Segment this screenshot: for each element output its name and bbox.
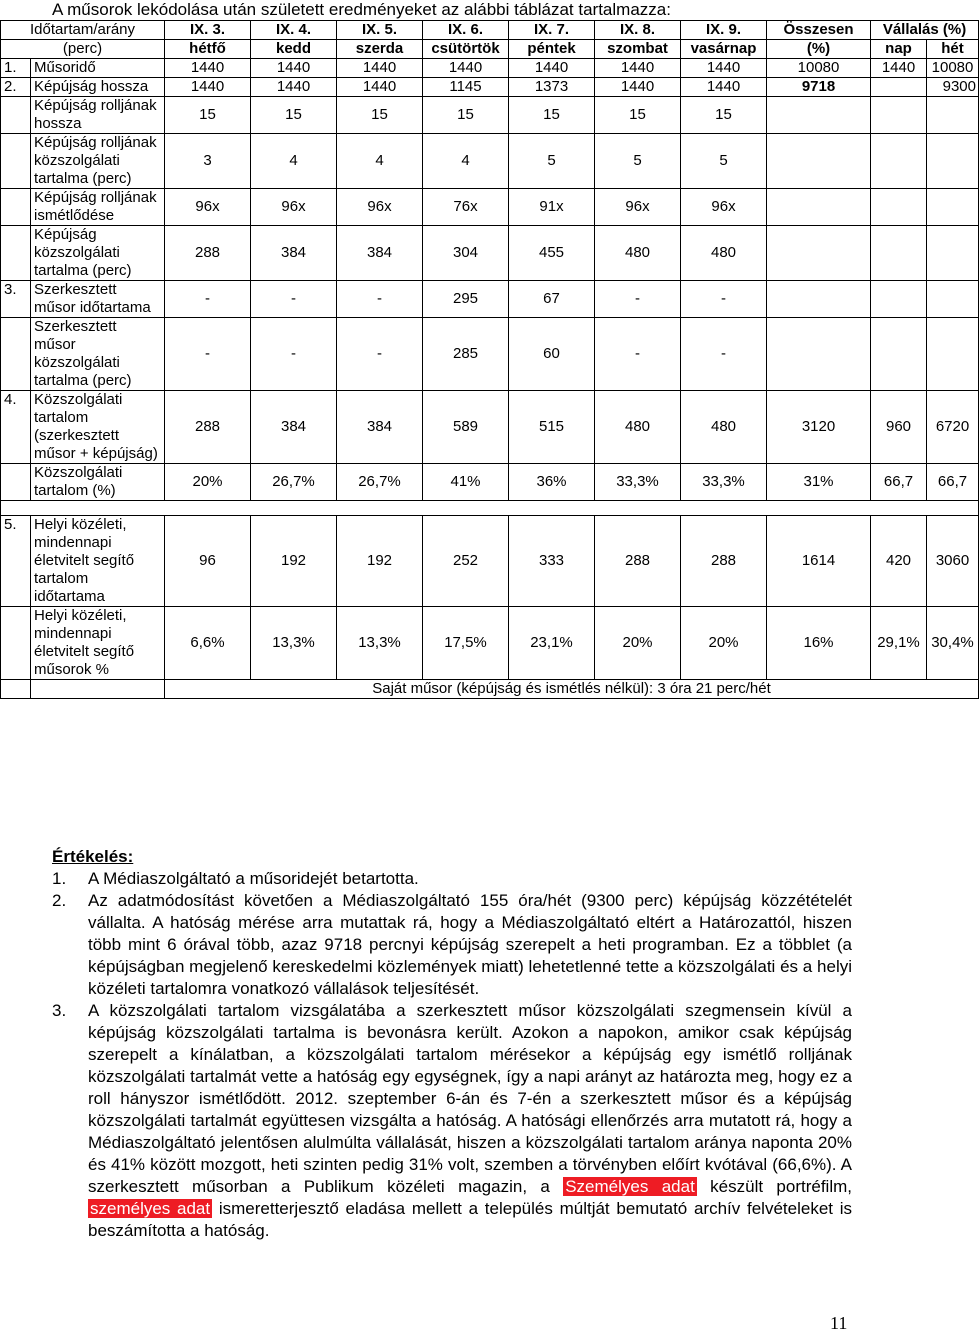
- row-number: [1, 226, 31, 281]
- item-number: 2.: [52, 891, 67, 910]
- table-cell: 384: [337, 226, 423, 281]
- column-header: péntek: [509, 40, 595, 59]
- table-footnote-row: [1, 680, 979, 699]
- table-cell: 15: [595, 97, 681, 134]
- table-cell: 1440: [871, 59, 927, 78]
- table-row: [1, 134, 979, 189]
- table-cell: 5: [681, 134, 767, 189]
- table-cell: 76x: [423, 189, 509, 226]
- table-cell: 30,4%: [927, 607, 979, 680]
- table-cell: 16%: [767, 607, 871, 680]
- page-number: 11: [830, 1313, 848, 1333]
- table-cell: 1373: [509, 78, 595, 97]
- table-cell: 384: [251, 226, 337, 281]
- table-cell: [871, 189, 927, 226]
- row-number: 5.: [1, 516, 31, 607]
- table-cell: 15: [509, 97, 595, 134]
- table-cell: 1440: [509, 59, 595, 78]
- table-cell: 20%: [681, 607, 767, 680]
- table-cell: 252: [423, 516, 509, 607]
- column-header: Időtartam/arány: [1, 21, 165, 40]
- table-cell: [871, 226, 927, 281]
- row-number: 4.: [1, 391, 31, 464]
- intro-text: A műsorok lekódolása után született eredményeket az alábbi táblázat tartalmazza:: [52, 0, 671, 19]
- table-cell: [767, 97, 871, 134]
- table-cell: [767, 189, 871, 226]
- table-cell: 3: [165, 134, 251, 189]
- row-number: [1, 189, 31, 226]
- item-text: A Médiaszolgáltató a műsoridejét betartotta.: [88, 869, 419, 888]
- table-cell: 29,1%: [871, 607, 927, 680]
- table-cell: [871, 318, 927, 391]
- table-cell: 96x: [681, 189, 767, 226]
- column-header: IX. 3.: [165, 21, 251, 40]
- table-cell: 9300: [927, 78, 979, 97]
- row-label: Helyi közéleti, mindennapi életvitelt segítő műsorok %: [31, 607, 165, 680]
- table-cell: 31%: [767, 464, 871, 501]
- table-cell: 6,6%: [165, 607, 251, 680]
- column-header: (%): [767, 40, 871, 59]
- table-cell: [871, 134, 927, 189]
- table-row: [1, 318, 979, 391]
- table-cell: 20%: [165, 464, 251, 501]
- table-cell: 36%: [509, 464, 595, 501]
- table-cell: [871, 78, 927, 97]
- table-cell: -: [681, 318, 767, 391]
- column-header: hét: [927, 40, 979, 59]
- row-number: 2.: [1, 78, 31, 97]
- table-cell: 10080: [767, 59, 871, 78]
- item-text: A közszolgálati tartalom vizsgálatába a szerkesztett műsor közszolgálati szegmensein kívül a képújság közszolgálati tartalma is bevonásra került. Azokon a napokon, amikor csak képújság szerepelt a kínálatban, a közszolgálati tartalom mérésekor a képújság egy ismétlő rolljának közszolgálati tartalmát vette a hatóság egy egységnek, így a napi arányt az határozta meg, hogy ez a roll hányszor ismétlődött. 2012. szeptember 6-án és 7-én a szerkesztett műsor és a képújság közszolgálati tartalmát együttesen vizsgálta a hatóság. A hatósági ellenőrzés arra mutatott rá, hogy a Médiaszolgáltató jelentősen alulmúlta vállalását, hiszen a közszolgálati tartalom aránya naponta 20% és 41% között mozgott, heti szinten pedig 31% volt, szemben a törvényben előírt kvótával (66,6%). A szerkesztett műsorban a Publikum közéleti magazin, a: [88, 1001, 852, 1196]
- table-cell: 15: [165, 97, 251, 134]
- row-label: Képújság rolljának hossza: [31, 97, 165, 134]
- table-header-row: [1, 40, 979, 59]
- row-number: [1, 464, 31, 501]
- table-cell: 480: [681, 226, 767, 281]
- table-cell: [1, 680, 31, 699]
- table-cell: -: [165, 318, 251, 391]
- column-header: nap: [871, 40, 927, 59]
- table-cell: 288: [165, 391, 251, 464]
- table-cell: 333: [509, 516, 595, 607]
- table-cell: 20%: [595, 607, 681, 680]
- table-cell: 1440: [423, 59, 509, 78]
- table-cell: 9718: [767, 78, 871, 97]
- table-row: [1, 391, 979, 464]
- redacted-personal-data: személyes adat: [90, 1199, 211, 1218]
- table-cell: [31, 680, 165, 699]
- column-header: IX. 5.: [337, 21, 423, 40]
- table-cell: 15: [251, 97, 337, 134]
- table-cell: -: [595, 318, 681, 391]
- column-header: vasárnap: [681, 40, 767, 59]
- table-cell: 192: [337, 516, 423, 607]
- row-label: Szerkesztett műsor közszolgálati tartalma (perc): [31, 318, 165, 391]
- table-cell: 96: [165, 516, 251, 607]
- column-header: (perc): [1, 40, 165, 59]
- table-cell: 96x: [251, 189, 337, 226]
- table-cell: 1440: [251, 59, 337, 78]
- row-label: Műsoridő: [31, 59, 165, 78]
- table-cell: -: [681, 281, 767, 318]
- row-number: 3.: [1, 281, 31, 318]
- table-cell: 67: [509, 281, 595, 318]
- table-cell: 96x: [595, 189, 681, 226]
- table-cell: 13,3%: [251, 607, 337, 680]
- table-cell: 384: [251, 391, 337, 464]
- item-text: készült portréfilm,: [696, 1177, 852, 1196]
- table-cell: 5: [595, 134, 681, 189]
- table-cell: 455: [509, 226, 595, 281]
- table-cell: 33,3%: [595, 464, 681, 501]
- table-cell: [767, 134, 871, 189]
- column-header: kedd: [251, 40, 337, 59]
- table-cell: 4: [423, 134, 509, 189]
- evaluation-title: Értékelés:: [52, 847, 134, 866]
- table-cell: 10080: [927, 59, 979, 78]
- row-label: Közszolgálati tartalom (szerkesztett műsor + képújság): [31, 391, 165, 464]
- table-cell: 480: [681, 391, 767, 464]
- table-cell: 96x: [165, 189, 251, 226]
- table-cell: 15: [681, 97, 767, 134]
- table-cell: 1440: [681, 78, 767, 97]
- table-cell: 23,1%: [509, 607, 595, 680]
- table-cell: 1440: [165, 59, 251, 78]
- table-cell: [927, 134, 979, 189]
- table-cell: [767, 318, 871, 391]
- table-cell: 1145: [423, 78, 509, 97]
- table-cell: 1440: [251, 78, 337, 97]
- column-header: szombat: [595, 40, 681, 59]
- table-header-row: [1, 21, 979, 40]
- table-row: [1, 464, 979, 501]
- table-cell: 1440: [337, 59, 423, 78]
- table-cell: 192: [251, 516, 337, 607]
- row-label: Képújság rolljának közszolgálati tartalma (perc): [31, 134, 165, 189]
- table-cell: 26,7%: [251, 464, 337, 501]
- table-cell: 3060: [927, 516, 979, 607]
- table-cell: [871, 97, 927, 134]
- column-header: IX. 6.: [423, 21, 509, 40]
- column-header: hétfő: [165, 40, 251, 59]
- row-label: Közszolgálati tartalom (%): [31, 464, 165, 501]
- table-cell: [927, 189, 979, 226]
- row-label: Szerkesztett műsor időtartama: [31, 281, 165, 318]
- table-row: [1, 516, 979, 607]
- table-cell: 1614: [767, 516, 871, 607]
- table-cell: 288: [681, 516, 767, 607]
- evaluation-item-1: [52, 868, 852, 890]
- table-cell: 589: [423, 391, 509, 464]
- evaluation-item-3: [52, 1000, 852, 1242]
- table-cell: 304: [423, 226, 509, 281]
- row-number: [1, 318, 31, 391]
- table-spacer-row: [1, 501, 979, 516]
- table-cell: 26,7%: [337, 464, 423, 501]
- table-cell: 4: [251, 134, 337, 189]
- table-cell: 96x: [337, 189, 423, 226]
- table-cell: 66,7: [871, 464, 927, 501]
- results-table: [0, 20, 979, 699]
- table-cell: 960: [871, 391, 927, 464]
- table-row: [1, 78, 979, 97]
- table-cell: 3120: [767, 391, 871, 464]
- table-row: [1, 189, 979, 226]
- row-label: Helyi közéleti, mindennapi életvitelt segítő tartalom időtartama: [31, 516, 165, 607]
- table-cell: -: [251, 318, 337, 391]
- table-cell: 295: [423, 281, 509, 318]
- row-label: Képújság rolljának ismétlődése: [31, 189, 165, 226]
- table-cell: 288: [165, 226, 251, 281]
- table-cell: [871, 281, 927, 318]
- item-number: 1.: [52, 869, 67, 888]
- table-cell: 1440: [595, 59, 681, 78]
- table-cell: [767, 226, 871, 281]
- table-cell: 5: [509, 134, 595, 189]
- table-cell: 91x: [509, 189, 595, 226]
- row-label: Képújság közszolgálati tartalma (perc): [31, 226, 165, 281]
- column-header: IX. 8.: [595, 21, 681, 40]
- item-text: Az adatmódosítást követően a Médiaszolgáltató 155 óra/hét (9300 perc) képújság közzétételét vállalta. A hatóság mérése arra mutattak rá, hogy a Médiaszolgáltató eltért a Határozattól, hiszen több mint 6 órával több, azaz 9718 percnyi képújság szerepelt a heti programban. Ez a többlet (a képújságban megjelenő kereskedelmi közlemények miatt) lehetetlenné tette a közszolgálati és a helyi közéleti tartalomra vonatkozó vállalások teljesítését.: [88, 891, 852, 998]
- table-cell: 480: [595, 226, 681, 281]
- table-cell: 1440: [595, 78, 681, 97]
- redacted-personal-data: Személyes adat: [565, 1177, 695, 1196]
- row-label: Képújság hossza: [31, 78, 165, 97]
- table-cell: 384: [337, 391, 423, 464]
- table-row: [1, 59, 979, 78]
- row-number: [1, 97, 31, 134]
- row-number: [1, 134, 31, 189]
- item-number: 3.: [52, 1001, 67, 1020]
- spacer-cell: [1, 501, 979, 516]
- table-cell: 515: [509, 391, 595, 464]
- table-cell: 15: [337, 97, 423, 134]
- table-cell: 1440: [337, 78, 423, 97]
- table-cell: 480: [595, 391, 681, 464]
- column-header: Összesen: [767, 21, 871, 40]
- table-cell: 13,3%: [337, 607, 423, 680]
- evaluation-list: [52, 868, 852, 1242]
- table-cell: -: [337, 318, 423, 391]
- table-cell: 288: [595, 516, 681, 607]
- evaluation-section: [52, 846, 852, 1242]
- evaluation-item-2: [52, 890, 852, 1000]
- table-cell: -: [595, 281, 681, 318]
- table-cell: 17,5%: [423, 607, 509, 680]
- row-number: [1, 607, 31, 680]
- table-cell: [927, 281, 979, 318]
- table-cell: [927, 226, 979, 281]
- table-footnote: Saját műsor (képújság és ismétlés nélkül): 3 óra 21 perc/hét: [165, 680, 979, 699]
- item-text: ismeretterjesztő eladása mellett a település múltját bemutató archív felvételeket is beszámította a hatóság.: [88, 1199, 852, 1240]
- column-header: csütörtök: [423, 40, 509, 59]
- table-cell: 15: [423, 97, 509, 134]
- column-header: IX. 9.: [681, 21, 767, 40]
- table-row: [1, 607, 979, 680]
- column-header: Vállalás (%): [871, 21, 979, 40]
- table-cell: 420: [871, 516, 927, 607]
- table-row: [1, 226, 979, 281]
- table-cell: 285: [423, 318, 509, 391]
- table-cell: -: [337, 281, 423, 318]
- table-cell: -: [165, 281, 251, 318]
- table-cell: 60: [509, 318, 595, 391]
- table-row: [1, 281, 979, 318]
- table-cell: [767, 281, 871, 318]
- table-cell: 1440: [681, 59, 767, 78]
- column-header: IX. 4.: [251, 21, 337, 40]
- row-number: 1.: [1, 59, 31, 78]
- column-header: IX. 7.: [509, 21, 595, 40]
- table-cell: [927, 318, 979, 391]
- table-cell: 6720: [927, 391, 979, 464]
- table-cell: 33,3%: [681, 464, 767, 501]
- table-cell: 4: [337, 134, 423, 189]
- table-cell: 66,7: [927, 464, 979, 501]
- table-cell: -: [251, 281, 337, 318]
- table-cell: 41%: [423, 464, 509, 501]
- column-header: szerda: [337, 40, 423, 59]
- table-cell: [927, 97, 979, 134]
- table-row: [1, 97, 979, 134]
- table-cell: 1440: [165, 78, 251, 97]
